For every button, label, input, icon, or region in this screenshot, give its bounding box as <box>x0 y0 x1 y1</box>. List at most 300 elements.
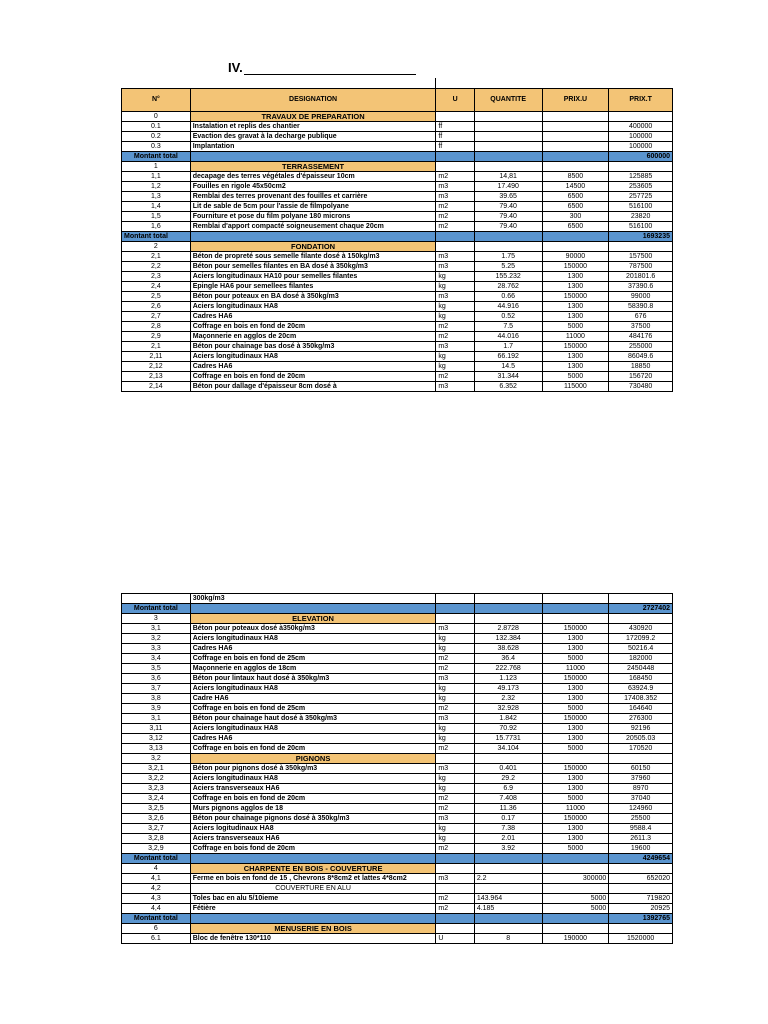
item-number: 3,2 <box>122 634 191 644</box>
item-unit-price: 6500 <box>542 222 609 232</box>
item-unit-price: 1300 <box>542 312 609 322</box>
item-quantity: 17.490 <box>474 182 542 192</box>
item-total-price: 172099.2 <box>609 634 673 644</box>
subtotal-row <box>122 854 673 864</box>
table-row <box>122 814 673 824</box>
unit-price-cell <box>542 152 609 162</box>
table-row <box>122 212 673 222</box>
item-number: 2,14 <box>122 382 191 392</box>
quantity-cell <box>474 754 542 764</box>
item-number: 2,6 <box>122 302 191 312</box>
table-row <box>122 654 673 664</box>
item-unit: kg <box>436 824 474 834</box>
item-number: 1,5 <box>122 212 191 222</box>
item-number: 3,2,1 <box>122 764 191 774</box>
table-row <box>122 874 673 884</box>
item-unit-price: 1300 <box>542 724 609 734</box>
item-unit-price: 5000 <box>542 904 609 914</box>
item-designation: Béton pour pignons dosé à 350kg/m3 <box>190 764 436 774</box>
item-number: 3,13 <box>122 744 191 754</box>
subtotal-amount: 4249654 <box>609 854 673 864</box>
item-number: 2,13 <box>122 372 191 382</box>
unit-cell <box>436 924 474 934</box>
quantity-cell <box>474 232 542 242</box>
quantity-cell <box>474 162 542 172</box>
item-unit: kg <box>436 302 474 312</box>
item-total-price: 99000 <box>609 292 673 302</box>
item-unit: m2 <box>436 844 474 854</box>
table-header-row <box>122 89 673 112</box>
item-number: 3,2,2 <box>122 774 191 784</box>
item-unit: m2 <box>436 172 474 182</box>
item-total-price: 182000 <box>609 654 673 664</box>
item-unit: U <box>436 934 474 944</box>
item-unit-price: 5000 <box>542 704 609 714</box>
section-title: CHARPENTE EN BOIS - COUVERTURE <box>190 864 436 874</box>
table-row <box>122 804 673 814</box>
item-unit: kg <box>436 312 474 322</box>
section-row <box>122 864 673 874</box>
total-price-cell <box>609 754 673 764</box>
item-number: 2,7 <box>122 312 191 322</box>
subtotal-amount: 1392765 <box>609 914 673 924</box>
item-designation: Aciers longitudinaux HA8 <box>190 684 436 694</box>
item-total-price: 92196 <box>609 724 673 734</box>
item-total-price: 8970 <box>609 784 673 794</box>
col-header-designation: DESIGNATION <box>190 89 436 112</box>
item-unit: m3 <box>436 342 474 352</box>
item-number: 3,11 <box>122 724 191 734</box>
total-price-cell <box>609 864 673 874</box>
item-unit-price: 5000 <box>542 322 609 332</box>
quantity-cell <box>474 854 542 864</box>
item-quantity: 44.916 <box>474 302 542 312</box>
item-quantity: 2.32 <box>474 694 542 704</box>
section-row <box>122 242 673 252</box>
item-number: 3,2,5 <box>122 804 191 814</box>
table-row <box>122 674 673 684</box>
col-header-total-price: PRIX.T <box>609 89 673 112</box>
table-row <box>122 594 673 604</box>
col-header-unit-price: PRIX.U <box>542 89 609 112</box>
section-number: 1 <box>122 162 191 172</box>
item-total-price: 430920 <box>609 624 673 634</box>
item-total-price: 9588.4 <box>609 824 673 834</box>
item-total-price: 2450448 <box>609 664 673 674</box>
unit-price-cell <box>542 604 609 614</box>
item-designation: Remblai d'apport compacté soigneusement chaque 20cm <box>190 222 436 232</box>
item-designation: Instalation et replis des chantier <box>190 122 436 132</box>
table-row <box>122 122 673 132</box>
item-number: 3,6 <box>122 674 191 684</box>
item-quantity: 7.5 <box>474 322 542 332</box>
item-quantity: 132.384 <box>474 634 542 644</box>
item-total-price: 20505.03 <box>609 734 673 744</box>
item-total-price: 787500 <box>609 262 673 272</box>
item-unit: kg <box>436 834 474 844</box>
quantity-cell <box>474 924 542 934</box>
item-quantity: 2.8728 <box>474 624 542 634</box>
item-designation: Bloc de fenêtre 130*110 <box>190 934 436 944</box>
item-quantity: 49.173 <box>474 684 542 694</box>
item-number: 3,2,7 <box>122 824 191 834</box>
item-designation: Cadre HA6 <box>190 694 436 704</box>
item-quantity: 28.762 <box>474 282 542 292</box>
item-quantity: 6.352 <box>474 382 542 392</box>
quantity-table-page-2 <box>121 593 673 944</box>
heading-underline <box>244 74 416 75</box>
table-row <box>122 362 673 372</box>
unit-cell <box>436 614 474 624</box>
item-quantity: 79.40 <box>474 222 542 232</box>
unit-price-cell <box>542 614 609 624</box>
item-unit: m2 <box>436 794 474 804</box>
item-number: 2,8 <box>122 322 191 332</box>
item-quantity: 31.344 <box>474 372 542 382</box>
subtotal-amount: 2727402 <box>609 604 673 614</box>
item-unit: kg <box>436 684 474 694</box>
item-number: 6.1 <box>122 934 191 944</box>
item-unit: ff <box>436 122 474 132</box>
subtotal-label: Montant total <box>122 914 191 924</box>
table-row <box>122 744 673 754</box>
table-row <box>122 382 673 392</box>
item-quantity <box>474 594 542 604</box>
table-row <box>122 714 673 724</box>
item-quantity: 0.52 <box>474 312 542 322</box>
item-quantity: 1.842 <box>474 714 542 724</box>
table-row <box>122 222 673 232</box>
item-unit: m2 <box>436 894 474 904</box>
item-total-price: 37390.6 <box>609 282 673 292</box>
item-designation: Béton pour dallage d'épaisseur 8cm dosé à <box>190 382 436 392</box>
item-total-price: 1520000 <box>609 934 673 944</box>
item-designation: Béton pour chainage pignons dosé à 350kg/m3 <box>190 814 436 824</box>
quantity-table-page-1 <box>121 88 673 392</box>
item-number: 0.1 <box>122 122 191 132</box>
unit-price-cell <box>542 242 609 252</box>
item-designation: Aciers longitudinaux HA8 <box>190 302 436 312</box>
item-quantity: 0.66 <box>474 292 542 302</box>
item-total-price: 60150 <box>609 764 673 774</box>
item-quantity <box>474 132 542 142</box>
table-row <box>122 292 673 302</box>
item-quantity: 2.01 <box>474 834 542 844</box>
item-quantity: 6.9 <box>474 784 542 794</box>
unit-price-cell <box>542 884 609 894</box>
item-unit-price: 1300 <box>542 644 609 654</box>
item-number: 1,3 <box>122 192 191 202</box>
item-number: 2,12 <box>122 362 191 372</box>
item-quantity: 14,81 <box>474 172 542 182</box>
item-total-price: 276300 <box>609 714 673 724</box>
section-title: COUVERTURE EN ALU <box>190 884 436 894</box>
item-unit-price: 90000 <box>542 252 609 262</box>
item-designation: Béton pour poteaux dosé à350kg/m3 <box>190 624 436 634</box>
item-designation: Aciers longitudinaux HA8 <box>190 352 436 362</box>
item-unit: m3 <box>436 874 474 884</box>
item-unit-price: 1300 <box>542 352 609 362</box>
section-title: TERRASSEMENT <box>190 162 436 172</box>
designation-cell <box>190 914 436 924</box>
table-row <box>122 664 673 674</box>
col-header-quantity: QUANTITE <box>474 89 542 112</box>
item-designation: Aciers transverseaux HA6 <box>190 834 436 844</box>
item-quantity: 32.928 <box>474 704 542 714</box>
table-row <box>122 372 673 382</box>
item-quantity: 79.40 <box>474 202 542 212</box>
item-total-price: 257725 <box>609 192 673 202</box>
unit-price-cell <box>542 754 609 764</box>
item-number: 1,1 <box>122 172 191 182</box>
item-designation: Toles bac en alu 5/10ieme <box>190 894 436 904</box>
item-unit-price: 1300 <box>542 784 609 794</box>
item-number: 1,4 <box>122 202 191 212</box>
item-unit-price <box>542 142 609 152</box>
item-designation: 300kg/m3 <box>190 594 436 604</box>
item-number: 0.3 <box>122 142 191 152</box>
item-designation: Coffrage en bois en fond de 20cm <box>190 372 436 382</box>
item-unit-price: 5000 <box>542 894 609 904</box>
table-row <box>122 894 673 904</box>
item-unit: m3 <box>436 674 474 684</box>
unit-cell <box>436 162 474 172</box>
item-unit: kg <box>436 784 474 794</box>
item-unit-price: 1300 <box>542 684 609 694</box>
item-unit-price: 5000 <box>542 372 609 382</box>
item-number: 2,1 <box>122 342 191 352</box>
section-number: 2 <box>122 242 191 252</box>
item-designation: Cadres HA6 <box>190 644 436 654</box>
item-unit: kg <box>436 694 474 704</box>
item-unit: ff <box>436 132 474 142</box>
table-row <box>122 202 673 212</box>
item-number: 2,4 <box>122 282 191 292</box>
item-designation: Cadres HA6 <box>190 312 436 322</box>
item-unit: m2 <box>436 212 474 222</box>
item-total-price: 652020 <box>609 874 673 884</box>
unit-cell <box>436 232 474 242</box>
item-unit-price: 1300 <box>542 272 609 282</box>
section-title: FONDATION <box>190 242 436 252</box>
item-unit: m2 <box>436 222 474 232</box>
item-number: 3,8 <box>122 694 191 704</box>
item-unit-price <box>542 594 609 604</box>
item-total-price: 719820 <box>609 894 673 904</box>
item-unit: m2 <box>436 322 474 332</box>
item-quantity: 2.2 <box>474 874 542 884</box>
section-number: 3,2 <box>122 754 191 764</box>
item-unit-price: 1300 <box>542 362 609 372</box>
item-unit: kg <box>436 634 474 644</box>
item-unit: kg <box>436 734 474 744</box>
item-designation: Fouilles en rigole 45x50cm2 <box>190 182 436 192</box>
item-designation: Aciers transverseaux HA6 <box>190 784 436 794</box>
subtotal-row <box>122 914 673 924</box>
item-number: 2,5 <box>122 292 191 302</box>
designation-cell <box>190 604 436 614</box>
item-designation: Cadres HA6 <box>190 362 436 372</box>
item-designation: Aciers logitudinaux HA8 <box>190 824 436 834</box>
item-designation: Cadres HA6 <box>190 734 436 744</box>
item-unit-price: 14500 <box>542 182 609 192</box>
item-unit-price: 5000 <box>542 654 609 664</box>
table-row <box>122 634 673 644</box>
item-quantity: 4.185 <box>474 904 542 914</box>
item-quantity: 44.016 <box>474 332 542 342</box>
item-quantity: 0.17 <box>474 814 542 824</box>
item-quantity: 34.104 <box>474 744 542 754</box>
item-quantity: 39.65 <box>474 192 542 202</box>
table-row <box>122 272 673 282</box>
item-total-price: 157500 <box>609 252 673 262</box>
item-quantity: 70.92 <box>474 724 542 734</box>
item-designation: Coffrage en bois en fond de 25cm <box>190 704 436 714</box>
item-number: 2,3 <box>122 272 191 282</box>
item-total-price: 170520 <box>609 744 673 754</box>
item-quantity: 14.5 <box>474 362 542 372</box>
subtotal-label: Montant total <box>122 232 191 242</box>
quantity-cell <box>474 884 542 894</box>
item-unit-price: 11000 <box>542 332 609 342</box>
item-unit: m3 <box>436 764 474 774</box>
item-number: 3,2,6 <box>122 814 191 824</box>
item-designation: Ferme en bois en fond de 15 , Chevrons 8*8cm2 et lattes 4*8cm2 <box>190 874 436 884</box>
item-total-price: 400000 <box>609 122 673 132</box>
item-total-price: 100000 <box>609 142 673 152</box>
item-designation: Béton pour lintaux haut dosé à 350kg/m3 <box>190 674 436 684</box>
table-row <box>122 724 673 734</box>
quantity-cell <box>474 604 542 614</box>
item-total-price: 86049.6 <box>609 352 673 362</box>
section-row <box>122 884 673 894</box>
item-total-price: 18850 <box>609 362 673 372</box>
item-number: 3,1 <box>122 624 191 634</box>
item-total-price: 676 <box>609 312 673 322</box>
table-row <box>122 824 673 834</box>
section-row <box>122 162 673 172</box>
item-unit: kg <box>436 272 474 282</box>
item-total-price: 37500 <box>609 322 673 332</box>
table-row <box>122 834 673 844</box>
item-designation: Béton pour poteaux en BA dosé à 350kg/m3 <box>190 292 436 302</box>
item-quantity: 0.401 <box>474 764 542 774</box>
item-quantity: 38.628 <box>474 644 542 654</box>
item-unit: kg <box>436 774 474 784</box>
item-designation: Fétière <box>190 904 436 914</box>
item-total-price: 201801.6 <box>609 272 673 282</box>
item-designation: Maçonnerie en agglos de 20cm <box>190 332 436 342</box>
item-unit-price: 1300 <box>542 824 609 834</box>
item-number: 4,3 <box>122 894 191 904</box>
item-unit-price: 150000 <box>542 624 609 634</box>
item-designation: Lit de sable de 5cm pour l'assie de filmpolyane <box>190 202 436 212</box>
table-row <box>122 172 673 182</box>
item-unit-price: 11000 <box>542 804 609 814</box>
item-quantity: 143.964 <box>474 894 542 904</box>
item-unit-price: 150000 <box>542 814 609 824</box>
total-price-cell <box>609 162 673 172</box>
item-unit: m3 <box>436 714 474 724</box>
item-total-price: 37040 <box>609 794 673 804</box>
item-unit: m2 <box>436 664 474 674</box>
item-quantity: 79.40 <box>474 212 542 222</box>
item-number: 2,9 <box>122 332 191 342</box>
item-total-price: 23820 <box>609 212 673 222</box>
section-title: MENUSERIE EN BOIS <box>190 924 436 934</box>
item-designation: Béton de propreté sous semelle filante dosé à 150kg/m3 <box>190 252 436 262</box>
item-unit: m2 <box>436 332 474 342</box>
table-row <box>122 794 673 804</box>
item-unit: kg <box>436 362 474 372</box>
unit-price-cell <box>542 162 609 172</box>
item-total-price: 168450 <box>609 674 673 684</box>
item-unit-price: 6500 <box>542 202 609 212</box>
item-unit: m2 <box>436 372 474 382</box>
item-unit: m3 <box>436 292 474 302</box>
item-unit-price: 11000 <box>542 664 609 674</box>
item-designation: Aciers longitudinaux HA8 <box>190 634 436 644</box>
table-row <box>122 704 673 714</box>
section-title: ELEVATION <box>190 614 436 624</box>
total-price-cell <box>609 614 673 624</box>
quantity-cell <box>474 914 542 924</box>
item-total-price: 484176 <box>609 332 673 342</box>
item-quantity: 66.192 <box>474 352 542 362</box>
item-designation: Aciers longitudinaux HA8 <box>190 724 436 734</box>
item-number: 3,2,3 <box>122 784 191 794</box>
item-total-price: 730480 <box>609 382 673 392</box>
section-number: 4 <box>122 864 191 874</box>
designation-cell <box>190 232 436 242</box>
table-row <box>122 142 673 152</box>
item-unit-price: 1300 <box>542 282 609 292</box>
unit-price-cell <box>542 232 609 242</box>
quantity-cell <box>474 152 542 162</box>
item-unit: m3 <box>436 814 474 824</box>
item-unit-price: 1300 <box>542 694 609 704</box>
item-unit-price: 150000 <box>542 262 609 272</box>
item-unit-price: 1300 <box>542 302 609 312</box>
unit-cell <box>436 112 474 122</box>
item-number: 1,2 <box>122 182 191 192</box>
item-quantity <box>474 122 542 132</box>
item-quantity: 11.36 <box>474 804 542 814</box>
item-unit: m2 <box>436 704 474 714</box>
table-row <box>122 774 673 784</box>
item-quantity: 3.92 <box>474 844 542 854</box>
subtotal-row <box>122 152 673 162</box>
item-number <box>122 594 191 604</box>
subtotal-label: Montant total <box>122 604 191 614</box>
item-number: 1,6 <box>122 222 191 232</box>
subtotal-amount: 1693235 <box>609 232 673 242</box>
table-row <box>122 784 673 794</box>
item-number: 3,2,9 <box>122 844 191 854</box>
item-number: 3,2,4 <box>122 794 191 804</box>
total-price-cell <box>609 112 673 122</box>
table-row <box>122 844 673 854</box>
item-unit-price: 5000 <box>542 794 609 804</box>
unit-cell <box>436 754 474 764</box>
section-row <box>122 924 673 934</box>
item-number: 3,7 <box>122 684 191 694</box>
item-number: 4,4 <box>122 904 191 914</box>
item-unit-price: 6500 <box>542 192 609 202</box>
quantity-cell <box>474 112 542 122</box>
item-unit-price: 300000 <box>542 874 609 884</box>
item-designation: Coffrage en bois en fond de 20cm <box>190 794 436 804</box>
